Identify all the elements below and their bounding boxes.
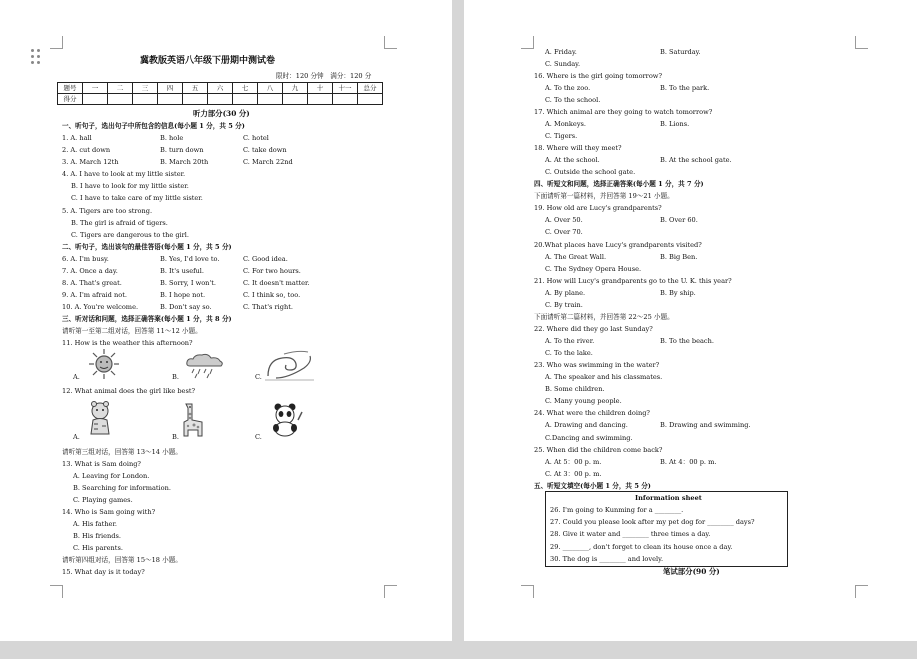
- q1-option-c: C. hotel: [243, 134, 269, 142]
- q15-option-a: A. Friday.: [545, 48, 577, 56]
- crop-mark: [521, 36, 534, 49]
- score-cell: 四: [158, 83, 183, 94]
- q19-question: 19. How old are Lucy's grandparents?: [534, 204, 662, 212]
- q2-option-a: 2. A. cut down: [62, 146, 111, 154]
- score-cell: 二: [108, 83, 133, 94]
- score-input-cell[interactable]: [133, 94, 158, 105]
- q28-blank-sentence[interactable]: 28. Give it water and ________ three times a day.: [550, 530, 711, 538]
- page-gap: [0, 641, 917, 659]
- q23-question: 23. Who was swimming in the water?: [534, 361, 660, 369]
- q29-blank-sentence[interactable]: 29. ________, don't forget to clean its house once a day.: [550, 543, 733, 551]
- section-4-title: 四、听短文和问题，选择正确答案(每小题 1 分，共 7 分): [534, 180, 704, 188]
- q24-question: 24. What were the children doing?: [534, 409, 650, 417]
- q12-label-c: C.: [255, 433, 262, 441]
- score-input-cell[interactable]: [158, 94, 183, 105]
- q10-option-a: 10. A. You're welcome.: [62, 303, 139, 311]
- q11-label-a: A.: [73, 373, 80, 381]
- q26-blank-sentence[interactable]: 26. I'm going to Kunming for a ________.: [550, 506, 684, 514]
- written-header: 笔试部分(90 分): [663, 567, 720, 576]
- listening-header: 听力部分(30 分): [193, 109, 250, 118]
- wind-icon: [264, 348, 316, 382]
- q24-option-c: C.Dancing and swimming.: [545, 434, 633, 442]
- rain-cloud-icon: [184, 352, 226, 380]
- q30-blank-sentence[interactable]: 30. The dog is ________ and lovely.: [550, 555, 664, 563]
- crop-mark: [50, 585, 63, 598]
- q11-question: 11. How is the weather this afternoon?: [62, 339, 193, 347]
- passage-2-instruction: 下面请听第二篇材料，并回答第 22～25 小题。: [534, 313, 674, 321]
- q23-option-b: B. Some children.: [545, 385, 605, 393]
- q12-question: 12. What animal does the girl like best?: [62, 387, 196, 395]
- drag-handle-icon[interactable]: [31, 49, 41, 65]
- q27-blank-sentence[interactable]: 27. Could you please look after my pet dog for ________ days?: [550, 518, 755, 526]
- score-cell: 总分: [358, 83, 383, 94]
- q14-option-c: C. His parents.: [73, 544, 123, 552]
- q5-option-a: 5. A. Tigers are too strong.: [62, 207, 153, 215]
- q22-question: 22. Where did they go last Sunday?: [534, 325, 653, 333]
- score-input-cell[interactable]: [183, 94, 208, 105]
- q25-option-b: B. At 4：00 p. m.: [660, 458, 717, 466]
- q4-option-a: 4. A. I have to look at my little sister.: [62, 170, 186, 178]
- q6-option-b: B. Yes, I'd love to.: [160, 255, 220, 263]
- q24-option-a: A. Drawing and dancing.: [545, 421, 628, 429]
- crop-mark: [855, 585, 868, 598]
- q3-option-a: 3. A. March 12th: [62, 158, 119, 166]
- score-input-cell[interactable]: [108, 94, 133, 105]
- score-input-cell[interactable]: [283, 94, 308, 105]
- q25-option-a: A. At 5：00 p. m.: [545, 458, 602, 466]
- panda-icon: [268, 402, 304, 438]
- q6-option-c: C. Good idea.: [243, 255, 288, 263]
- dialog-1-instruction: 请听第一至第二组对话，回答第 11～12 小题。: [62, 327, 202, 335]
- score-cell: 八: [258, 83, 283, 94]
- q17-question: 17. Which animal are they going to watch tomorrow?: [534, 108, 713, 116]
- section-3-title: 三、听对话和问题，选择正确答案(每小题 1 分，共 8 分): [62, 315, 232, 323]
- q14-question: 14. Who is Sam going with?: [62, 508, 156, 516]
- score-cell: 五: [183, 83, 208, 94]
- score-input-cell[interactable]: [233, 94, 258, 105]
- dialog-4-instruction: 请听第四组对话，回答第 15～18 小题。: [62, 556, 182, 564]
- q16-option-c: C. To the school.: [545, 96, 601, 104]
- score-table-score-row: [58, 94, 383, 105]
- q25-question: 25. When did the children come back?: [534, 446, 663, 454]
- q8-option-a: 8. A. That's great.: [62, 279, 122, 287]
- q17-option-b: B. Lions.: [660, 120, 690, 128]
- q19-option-c: C. Over 70.: [545, 228, 583, 236]
- q8-option-c: C. It doesn't matter.: [243, 279, 310, 287]
- crop-mark: [855, 36, 868, 49]
- q25-option-c: C. At 3：00 p. m.: [545, 470, 602, 478]
- q21-question: 21. How will Lucy's grandparents go to the U. K. this year?: [534, 277, 732, 285]
- dialog-3-instruction: 请听第三组对话，回答第 13～14 小题。: [62, 448, 182, 456]
- q17-option-c: C. Tigers.: [545, 132, 578, 140]
- q7-option-b: B. It's useful.: [160, 267, 205, 275]
- time-info: 限时：120 分钟 满分：120 分: [276, 72, 372, 80]
- q21-option-a: A. By plane.: [545, 289, 586, 297]
- q13-question: 13. What is Sam doing?: [62, 460, 141, 468]
- score-input-cell[interactable]: [258, 94, 283, 105]
- q6-option-a: 6. A. I'm busy.: [62, 255, 109, 263]
- q9-option-b: B. I hope not.: [160, 291, 206, 299]
- score-cell: 六: [208, 83, 233, 94]
- score-input-cell[interactable]: [358, 94, 383, 105]
- q2-option-b: B. turn down: [160, 146, 204, 154]
- q21-option-c: C. By train.: [545, 301, 583, 309]
- section-2-title: 二、听句子，选出该句的最佳答语(每小题 1 分，共 5 分): [62, 243, 232, 251]
- q15-option-b: B. Saturday.: [660, 48, 701, 56]
- q18-option-a: A. At the school.: [545, 156, 600, 164]
- q8-option-b: B. Sorry, I won't.: [160, 279, 216, 287]
- tiger-icon: [84, 400, 116, 438]
- score-cell: 七: [233, 83, 258, 94]
- q23-option-a: A. The speaker and his classmates.: [545, 373, 663, 381]
- q21-option-b: B. By ship.: [660, 289, 696, 297]
- score-table: [57, 82, 383, 105]
- crop-mark: [521, 585, 534, 598]
- q7-option-c: C. For two hours.: [243, 267, 301, 275]
- q9-option-a: 9. A. I'm afraid not.: [62, 291, 127, 299]
- q7-option-a: 7. A. Once a day.: [62, 267, 118, 275]
- q11-label-c: C.: [255, 373, 262, 381]
- q13-option-c: C. Playing games.: [73, 496, 133, 504]
- q1-option-a: 1. A. hall: [62, 134, 92, 142]
- q15-question: 15. What day is it today?: [62, 568, 145, 576]
- q14-option-a: A. His father.: [73, 520, 117, 528]
- q1-option-b: B. hole: [160, 134, 184, 142]
- q15-option-c: C. Sunday.: [545, 60, 581, 68]
- q4-option-b: B. I have to look for my little sister.: [71, 182, 189, 190]
- q9-option-c: C. I think so, too.: [243, 291, 301, 299]
- q18-option-c: C. Outside the school gate.: [545, 168, 636, 176]
- q3-option-c: C. March 22nd: [243, 158, 293, 166]
- score-input-cell[interactable]: [308, 94, 333, 105]
- q20-option-b: B. Big Ben.: [660, 253, 698, 261]
- q13-option-a: A. Leaving for London.: [73, 472, 150, 480]
- score-cell: 十一: [333, 83, 358, 94]
- q12-label-a: A.: [73, 433, 80, 441]
- q20-question: 20.What places have Lucy's grandparents visited?: [534, 241, 702, 249]
- score-table-header-row: [58, 83, 383, 94]
- q22-option-b: B. To the beach.: [660, 337, 714, 345]
- q22-option-a: A. To the river.: [545, 337, 595, 345]
- score-input-cell[interactable]: [83, 94, 108, 105]
- section-5-title: 五、听短文填空(每小题 1 分，共 5 分): [534, 482, 651, 490]
- q19-option-b: B. Over 60.: [660, 216, 698, 224]
- q20-option-a: A. The Great Wall.: [545, 253, 607, 261]
- q13-option-b: B. Searching for information.: [73, 484, 171, 492]
- score-input-cell[interactable]: [208, 94, 233, 105]
- q3-option-b: B. March 20th: [160, 158, 209, 166]
- score-cell: 三: [133, 83, 158, 94]
- score-cell: 十: [308, 83, 333, 94]
- q17-option-a: A. Monkeys.: [545, 120, 587, 128]
- q16-option-b: B. To the park.: [660, 84, 710, 92]
- section-1-title: 一、听句子，选出句子中所包含的信息(每小题 1 分，共 5 分): [62, 122, 245, 130]
- q2-option-c: C. take down: [243, 146, 287, 154]
- score-cell: 一: [83, 83, 108, 94]
- q11-label-b: B.: [172, 373, 179, 381]
- crop-mark: [50, 36, 63, 49]
- q16-option-a: A. To the zoo.: [545, 84, 591, 92]
- q22-option-c: C. To the lake.: [545, 349, 593, 357]
- exam-title: 冀教版英语八年级下册期中测试卷: [140, 56, 276, 66]
- score-cell: 题号: [58, 83, 83, 94]
- q23-option-c: C. Many young people.: [545, 397, 622, 405]
- q18-option-b: B. At the school gate.: [660, 156, 732, 164]
- passage-1-instruction: 下面请听第一篇材料，并回答第 19～21 小题。: [534, 192, 674, 200]
- q24-option-b: B. Drawing and swimming.: [660, 421, 751, 429]
- score-cell: 九: [283, 83, 308, 94]
- q14-option-b: B. His friends.: [73, 532, 121, 540]
- q10-option-c: C. That's right.: [243, 303, 293, 311]
- crop-mark: [384, 36, 397, 49]
- sun-icon: [84, 348, 124, 380]
- q12-label-b: B.: [172, 433, 179, 441]
- q5-option-b: B. The girl is afraid of tigers.: [71, 219, 168, 227]
- score-cell: 得分: [58, 94, 83, 105]
- q18-question: 18. Where will they meet?: [534, 144, 622, 152]
- q20-option-c: C. The Sydney Opera House.: [545, 265, 642, 273]
- crop-mark: [384, 585, 397, 598]
- q5-option-c: C. Tigers are dangerous to the girl.: [71, 231, 190, 239]
- q4-option-c: C. I have to take care of my little sister.: [71, 194, 203, 202]
- information-sheet-title: Information sheet: [635, 494, 702, 502]
- score-input-cell[interactable]: [333, 94, 358, 105]
- giraffe-icon: [178, 400, 208, 440]
- q10-option-b: B. Don't say so.: [160, 303, 212, 311]
- q19-option-a: A. Over 50.: [545, 216, 583, 224]
- q16-question: 16. Where is the girl going tomorrow?: [534, 72, 662, 80]
